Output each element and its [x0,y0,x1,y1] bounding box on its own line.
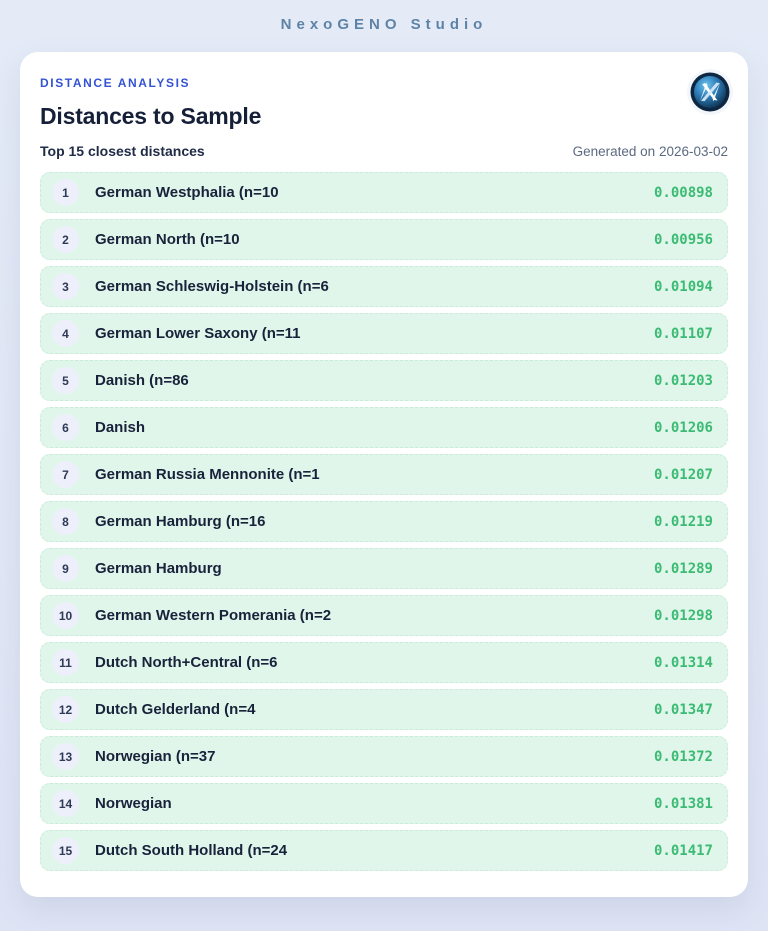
list-subtitle: Top 15 closest distances [40,143,205,159]
rank-badge: 3 [52,273,79,300]
rank-badge: 8 [52,508,79,535]
distance-row [40,454,728,495]
population-label: Dutch North+Central (n=6 [95,654,278,671]
distance-value: 0.01381 [653,795,713,812]
population-label: Danish [95,419,146,436]
distance-value: 0.01107 [653,325,713,342]
rank-badge: 11 [52,649,79,676]
rank-badge: 2 [52,226,79,253]
distance-row [40,360,728,401]
population-label: German Western Pomerania (n=2 [95,607,332,624]
population-label: Norwegian (n=37 [95,748,216,765]
rank-badge: 7 [52,461,79,488]
distance-row [40,783,728,824]
rank-badge: 15 [52,837,79,864]
distance-value: 0.01203 [653,372,713,389]
population-label: Norwegian [95,795,172,812]
section-eyebrow: DISTANCE ANALYSIS [40,76,191,90]
nexogeno-logo-icon [686,68,734,116]
distance-row [40,830,728,871]
rank-badge: 6 [52,414,79,441]
distance-row [40,313,728,354]
distance-value: 0.01298 [653,607,713,624]
distance-row [40,266,728,307]
rank-badge: 9 [52,555,79,582]
rank-badge: 10 [52,602,79,629]
distance-row [40,172,728,213]
distance-value: 0.01094 [653,278,713,295]
population-label: German North (n=10 [95,231,240,248]
rank-badge: 5 [52,367,79,394]
distance-row [40,595,728,636]
page-title: Distances to Sample [40,103,262,129]
distance-row [40,407,728,448]
rank-badge: 14 [52,790,79,817]
distance-value: 0.01207 [653,466,713,483]
generated-timestamp: Generated on 2026-03-02 [572,144,728,159]
population-label: Dutch Gelderland (n=4 [95,701,256,718]
distance-row [40,501,728,542]
population-label: German Russia Mennonite (n=1 [95,466,320,483]
distance-value: 0.01206 [653,419,713,436]
population-label: German Hamburg [95,560,222,577]
distance-value: 0.01417 [653,842,713,859]
population-label: German Hamburg (n=16 [95,513,266,530]
distance-value: 0.00956 [653,231,713,248]
app-header [0,0,768,48]
population-label: Dutch South Holland (n=24 [95,842,288,859]
distance-value: 0.01289 [653,560,713,577]
distance-value: 0.01372 [653,748,713,765]
population-label: Danish (n=86 [95,372,189,389]
distance-list [40,172,728,871]
distance-analysis-card [20,52,748,897]
rank-badge: 12 [52,696,79,723]
distance-value: 0.00898 [653,184,713,201]
distance-value: 0.01219 [653,513,713,530]
rank-badge: 13 [52,743,79,770]
distance-row [40,642,728,683]
distance-value: 0.01347 [653,701,713,718]
distance-value: 0.01314 [653,654,713,671]
population-label: German Westphalia (n=10 [95,184,279,201]
card-header [40,74,728,90]
population-label: German Lower Saxony (n=11 [95,325,301,342]
population-label: German Schleswig-Holstein (n=6 [95,278,329,295]
rank-badge: 4 [52,320,79,347]
distance-row [40,689,728,730]
rank-badge: 1 [52,179,79,206]
meta-row [40,143,728,159]
distance-row [40,219,728,260]
app-title: NexoGENO Studio [280,15,488,33]
distance-row [40,548,728,589]
distance-row [40,736,728,777]
